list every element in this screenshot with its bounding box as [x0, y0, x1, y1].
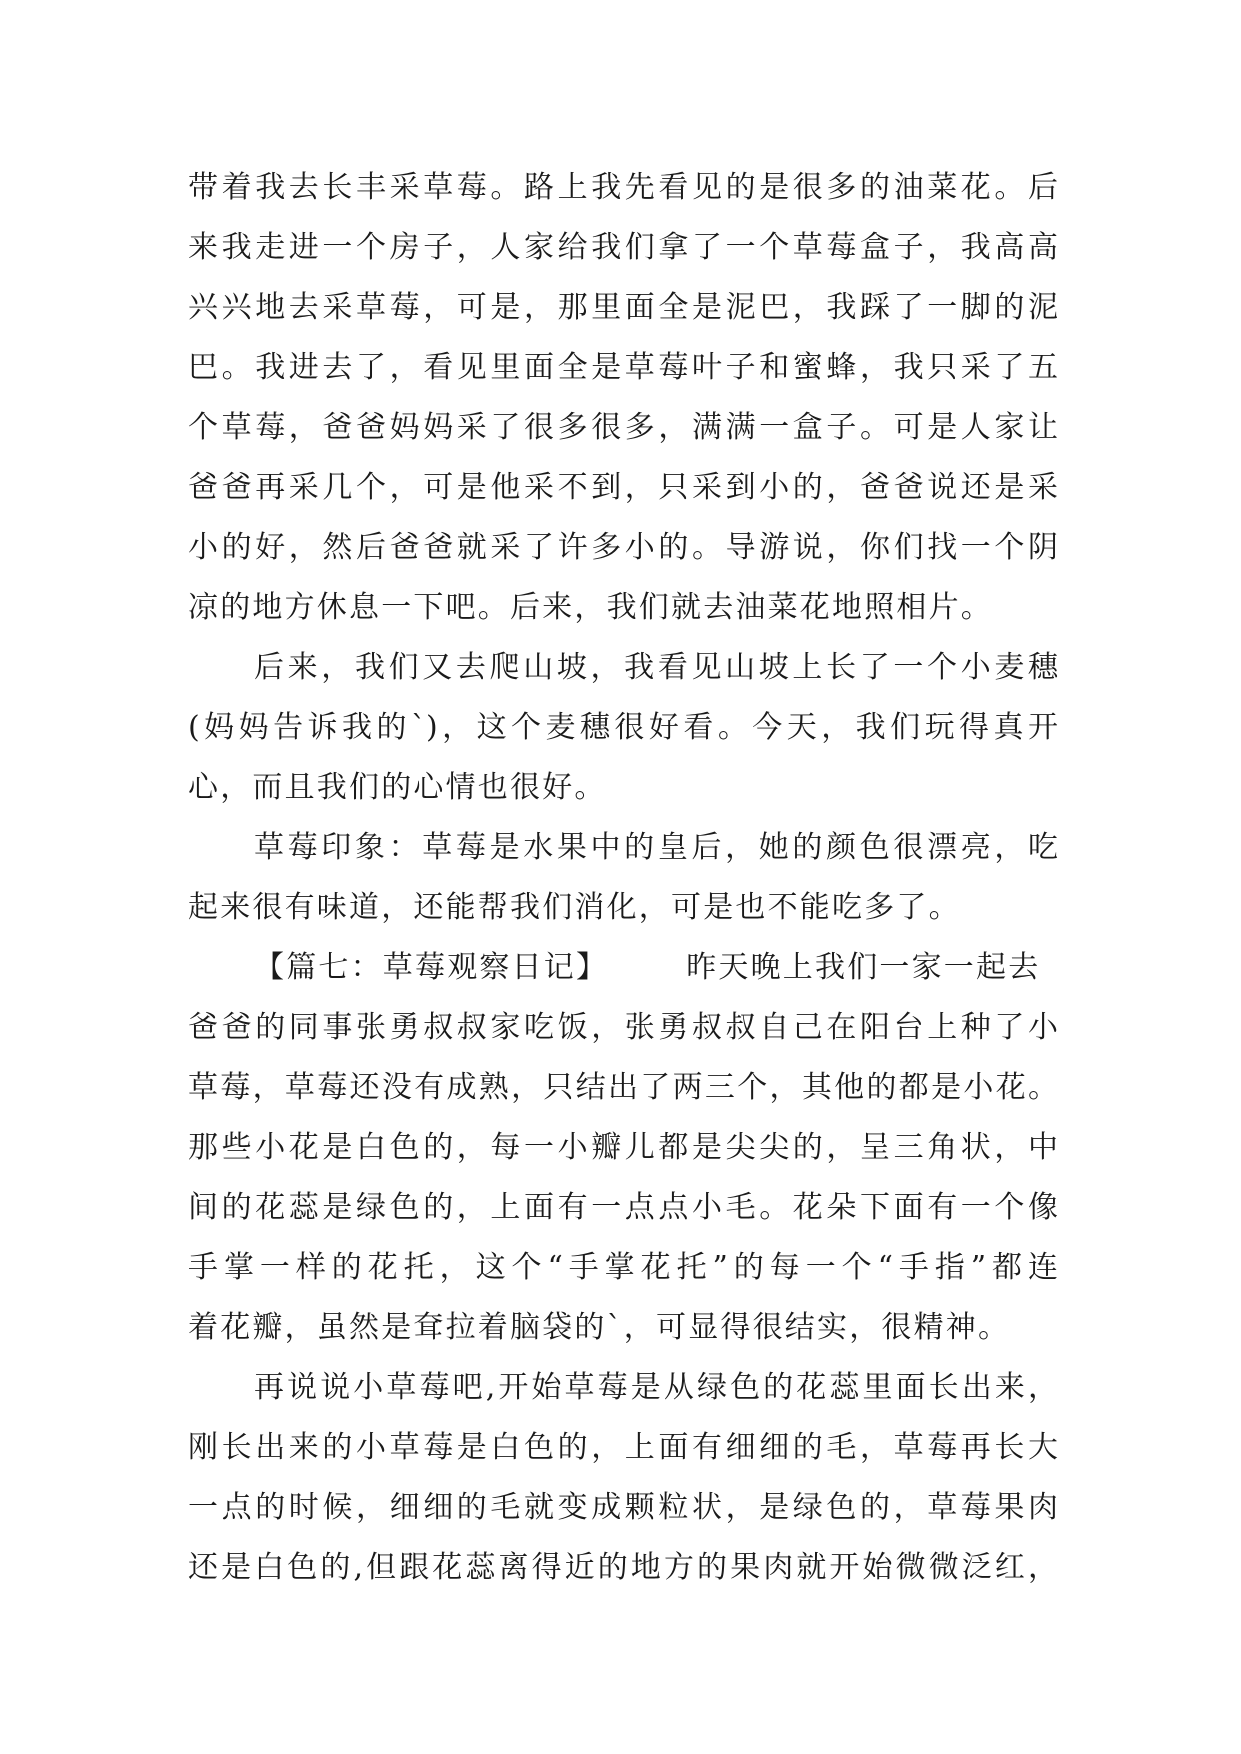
section-heading: 【篇七：草莓观察日记】 — [254, 950, 609, 985]
text-line: 巴。我进去了，看见里面全是草莓叶子和蜜蜂，我只采了五 — [188, 350, 1058, 385]
text-line: 再说说小草莓吧,开始草莓是从绿色的花蕊里面长出来， — [254, 1370, 1058, 1405]
text-line: 手掌一样的花托，这个“手掌花托”的每一个“手指”都连 — [188, 1250, 1058, 1285]
text-line: 凉的地方休息一下吧。后来，我们就去油菜花地照相片。 — [188, 590, 993, 625]
text-line: 着花瓣，虽然是耷拉着脑袋的`，可显得很结实，很精神。 — [188, 1310, 1011, 1345]
section-heading-line — [188, 938, 1058, 998]
section-first-text: 昨天晚上我们一家一起去 — [686, 950, 1041, 985]
text-line: 还是白色的,但跟花蕊离得近的地方的果肉就开始微微泛红， — [188, 1550, 1058, 1585]
text-line: 间的花蕊是绿色的，上面有一点点小毛。花朵下面有一个像 — [188, 1190, 1058, 1225]
text-line: 后来，我们又去爬山坡，我看见山坡上长了一个小麦穗 — [254, 650, 1058, 685]
text-line: 心，而且我们的心情也很好。 — [188, 770, 607, 805]
text-line: 起来很有味道，还能帮我们消化，可是也不能吃多了。 — [188, 890, 961, 925]
text-line: 那些小花是白色的，每一小瓣儿都是尖尖的，呈三角状，中 — [188, 1130, 1058, 1165]
text-line: 小的好，然后爸爸就采了许多小的。导游说，你们找一个阴 — [188, 530, 1058, 565]
text-line: 一点的时候，细细的毛就变成颗粒状，是绿色的，草莓果肉 — [188, 1490, 1058, 1525]
text-line: 兴兴地去采草莓，可是，那里面全是泥巴，我踩了一脚的泥 — [188, 290, 1058, 325]
text-line: 个草莓，爸爸妈妈采了很多很多，满满一盒子。可是人家让 — [188, 410, 1058, 445]
text-line: 爸爸再采几个，可是他采不到，只采到小的，爸爸说还是采 — [188, 470, 1058, 505]
text-line: 爸爸的同事张勇叔叔家吃饭，张勇叔叔自己在阳台上种了小 — [188, 1010, 1058, 1045]
text-line: 草莓，草莓还没有成熟，只结出了两三个，其他的都是小花。 — [188, 1070, 1058, 1105]
document-body — [188, 158, 1058, 1598]
text-line: 带着我去长丰采草莓。路上我先看见的是很多的油菜花。后 — [188, 170, 1058, 205]
text-line: 草莓印象：草莓是水果中的皇后，她的颜色很漂亮，吃 — [254, 830, 1058, 865]
text-line: 刚长出来的小草莓是白色的，上面有细细的毛，草莓再长大 — [188, 1430, 1058, 1465]
text-line: (妈妈告诉我的`)，这个麦穗很好看。今天，我们玩得真开 — [188, 710, 1058, 745]
text-line: 来我走进一个房子，人家给我们拿了一个草莓盒子，我高高 — [188, 230, 1058, 265]
